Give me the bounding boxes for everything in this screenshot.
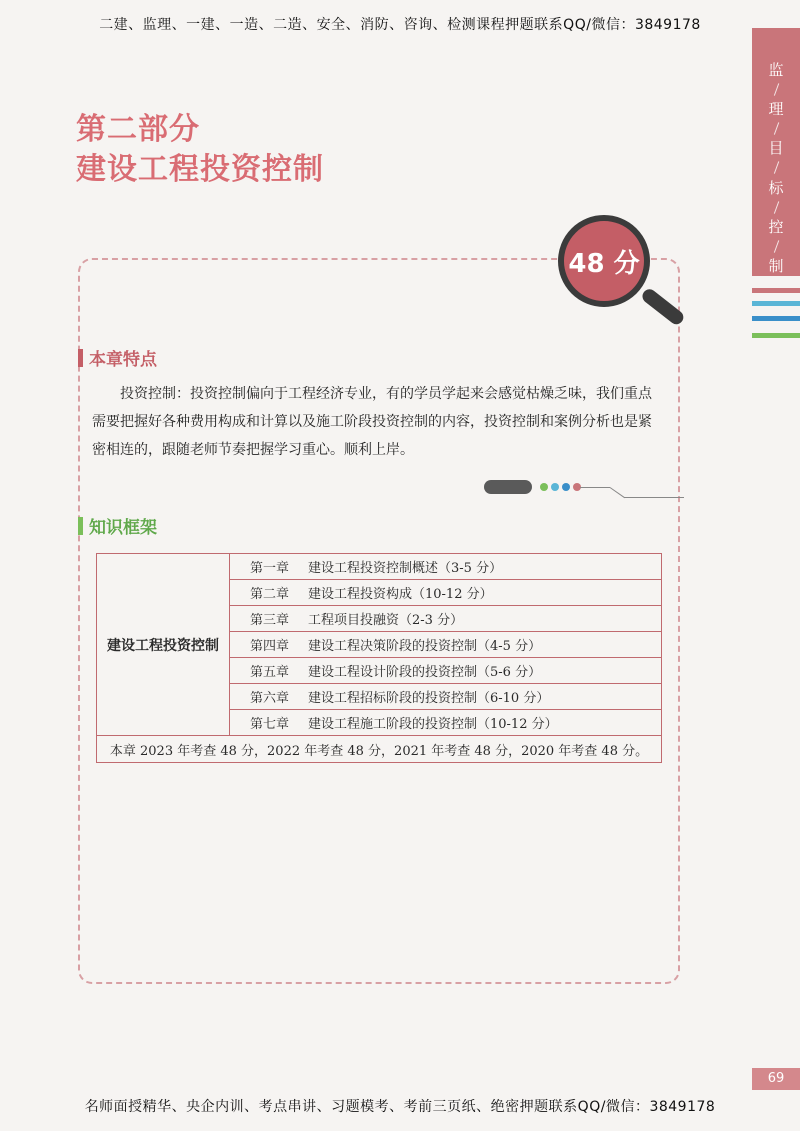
chapter-number: 第三章 bbox=[250, 613, 290, 628]
heading-bar bbox=[78, 517, 83, 535]
chapter-number: 第二章 bbox=[250, 587, 290, 602]
chapter-title: 建设工程投资控制概述（3-5 分） bbox=[308, 561, 503, 576]
chapter-cell bbox=[230, 710, 662, 736]
divider-pill bbox=[484, 480, 532, 494]
side-tab-char: 理 bbox=[768, 100, 784, 119]
side-tab bbox=[752, 28, 800, 276]
heading-bar bbox=[78, 349, 83, 367]
divider-dot bbox=[551, 483, 559, 491]
chapter-number: 第一章 bbox=[250, 561, 290, 576]
chapter-number: 第七章 bbox=[250, 717, 290, 732]
divider-line bbox=[624, 497, 684, 498]
features-heading-text: 本章特点 bbox=[89, 350, 157, 370]
knowledge-framework-table bbox=[96, 553, 662, 763]
chapter-cell bbox=[230, 684, 662, 710]
framework-heading bbox=[78, 513, 157, 538]
table-row bbox=[97, 554, 662, 580]
side-tab-char: 控 bbox=[768, 217, 784, 236]
score-badge-text: 48 分 bbox=[568, 248, 640, 279]
chapter-title: 建设工程投资构成（10-12 分） bbox=[308, 587, 493, 602]
table-row bbox=[97, 736, 662, 763]
chapter-number: 第六章 bbox=[250, 691, 290, 706]
chapter-title: 建设工程招标阶段的投资控制（6-10 分） bbox=[308, 691, 550, 706]
chapter-cell bbox=[230, 606, 662, 632]
side-tab-separator bbox=[773, 240, 778, 253]
decorative-divider bbox=[484, 479, 684, 497]
exam-score-note: 本章 2023 年考查 48 分，2022 年考查 48 分，2021 年考查 48 分，2020 年考查 48 分。 bbox=[97, 736, 662, 763]
page-number: 69 bbox=[752, 1068, 800, 1090]
side-stripe-red bbox=[752, 288, 800, 293]
chapter-cell bbox=[230, 554, 662, 580]
side-stripe-darkblue bbox=[752, 316, 800, 321]
features-heading bbox=[78, 345, 157, 370]
side-tab-separator bbox=[773, 162, 778, 175]
side-tab-separator bbox=[773, 201, 778, 214]
chapter-number: 第四章 bbox=[250, 639, 290, 654]
side-stripe-green bbox=[752, 333, 800, 338]
side-tab-separator bbox=[773, 83, 778, 96]
part-title-line1: 第二部分 bbox=[76, 112, 200, 147]
chapter-cell bbox=[230, 658, 662, 684]
features-paragraph: 投资控制：投资控制偏向于工程经济专业，有的学员学起来会感觉枯燥乏味，我们重点需要把握好各种费用构成和计算以及施工阶段投资控制的内容，投资控制和案例分析也是紧密相连的，跟随老师节奏把握学习重心。顺利上岸。 bbox=[92, 386, 652, 458]
side-tab-char: 标 bbox=[768, 178, 784, 197]
chapter-title: 建设工程施工阶段的投资控制（10-12 分） bbox=[308, 717, 558, 732]
chapter-cell bbox=[230, 580, 662, 606]
divider-line bbox=[580, 487, 610, 488]
header-banner: 二建、监理、一建、一造、二造、安全、消防、咨询、检测课程押题联系QQ/微信：3849178 bbox=[99, 17, 701, 33]
chapter-title: 建设工程决策阶段的投资控制（4-5 分） bbox=[308, 639, 542, 654]
divider-line bbox=[610, 487, 625, 498]
footer-banner: 名师面授精华、央企内训、考点串讲、习题模考、考前三页纸、绝密押题联系QQ/微信：3849178 bbox=[84, 1099, 716, 1115]
magnifier-icon bbox=[558, 215, 650, 307]
side-tab-separator bbox=[773, 122, 778, 135]
side-tab-char: 监 bbox=[768, 61, 784, 79]
side-tab-char: 制 bbox=[768, 257, 784, 276]
chapter-cell bbox=[230, 632, 662, 658]
chapter-number: 第五章 bbox=[250, 665, 290, 680]
divider-dot bbox=[540, 483, 548, 491]
chapter-title: 工程项目投融资（2-3 分） bbox=[308, 613, 464, 628]
framework-root: 建设工程投资控制 bbox=[97, 554, 230, 736]
side-tab-char: 目 bbox=[768, 139, 784, 158]
side-stripe-blue bbox=[752, 301, 800, 306]
part-title bbox=[76, 110, 324, 190]
framework-heading-text: 知识框架 bbox=[89, 518, 157, 538]
chapter-title: 建设工程设计阶段的投资控制（5-6 分） bbox=[308, 665, 542, 680]
divider-dot bbox=[562, 483, 570, 491]
part-title-line2: 建设工程投资控制 bbox=[76, 152, 324, 187]
score-badge bbox=[552, 205, 702, 317]
